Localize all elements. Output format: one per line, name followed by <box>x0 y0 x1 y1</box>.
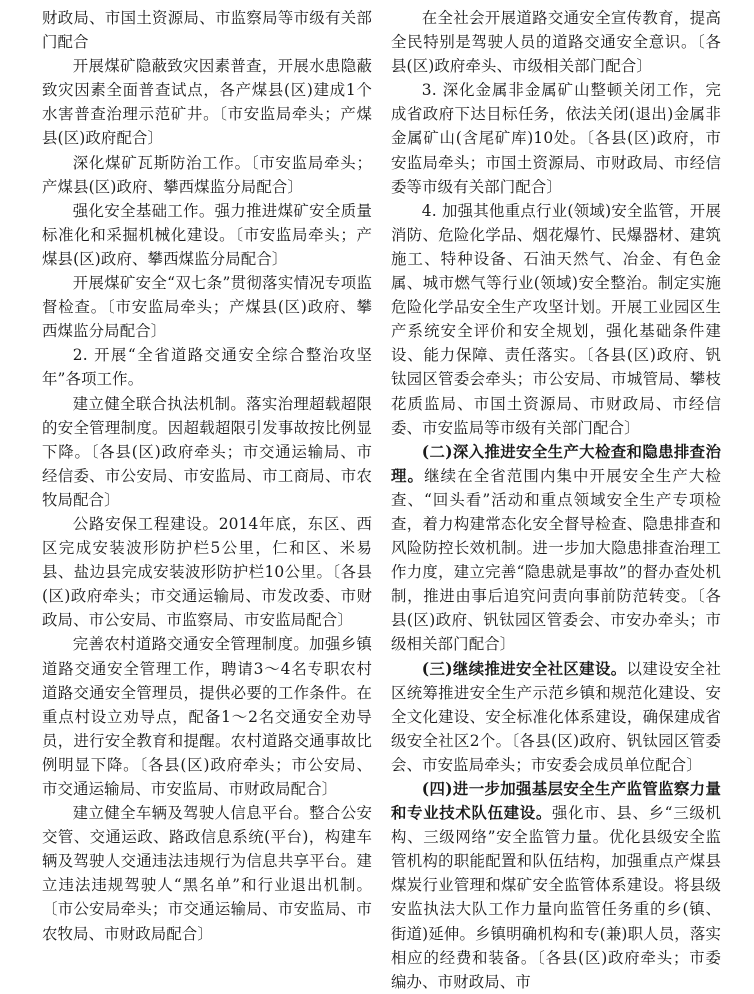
section-heading: (四)进一步加强基层安全生产监管监察力量和专业技术队伍建设。 <box>391 780 721 823</box>
paragraph: 2. 开展“全省道路交通安全综合整治攻坚年”各项工作。 <box>42 346 372 389</box>
paragraph: 财政局、市国土资源局、市监察局等市级有关部门配合 <box>42 9 372 52</box>
paragraph: 深化煤矿瓦斯防治工作。〔市安监局牵头；产煤县(区)政府、攀西煤监分局配合〕 <box>42 153 372 196</box>
paragraph: 4. 加强其他重点行业(领域)安全监管，开展消防、危险化学品、烟花爆竹、民爆器材、建筑施工、特种设备、石油天然气、冶金、有色金属、城市燃气等行业(领域)安全整治。制定实施危险化学品安全生产攻坚计划。开展工业园区生产系统安全评价和安全规划，强化基础条件建设、能力保障、责任落实。〔各县(区)政府、钒钛园区管委会牵头；市公安局、市城管局、攀枝花质监局、市国土资源局、市财政局、市经信委、市安监局等市级有关部门配合〕 <box>391 201 721 437</box>
right-column <box>391 6 721 994</box>
section-body: 以建设安全社区统筹推进安全生产示范乡镇和规范化建设、安全文化建设、安全标准化体系建设，确保建成省级安全社区2个。〔各县(区)政府、钒钛园区管委会、市安监局牵头；市安委会成员单位配合〕 <box>391 659 721 774</box>
left-column <box>42 6 372 946</box>
section-body: 强化市、县、乡“三级机构、三级网络”安全监管力量。优化县级安全监管机构的职能配置和队伍结构，加强重点产煤县煤炭行业管理和煤矿安全监管体系建设。将县级安监执法大队工作力量向监管任务重的乡(镇、街道)延伸。乡镇明确机构和专(兼)职人员，落实相应的经费和装备。〔各县(区)政府牵头；市委编办、市财政局、市 <box>391 804 721 991</box>
section-heading: (二)深入推进安全生产大检查和隐患排查治理。 <box>391 442 721 485</box>
section-heading: (三)继续推进安全社区建设。 <box>421 659 627 678</box>
paragraph: 开展煤矿安全“双七条”贯彻落实情况专项监督检查。〔市安监局牵头；产煤县(区)政府、攀西煤监分局配合〕 <box>42 274 372 341</box>
paragraph: 公路安保工程建设。2014年底，东区、西区完成安装波形防护栏5公里，仁和区、米易县、盐边县完成安装波形防护栏10公里。〔各县(区)政府牵头；市交通运输局、市发改委、市财政局、市公安局、市监察局、市安监局配合〕 <box>42 514 372 630</box>
paragraph: 完善农村道路交通安全管理制度。加强乡镇道路交通安全管理工作，聘请3～4名专职农村道路交通安全管理员，提供必要的工作条件。在重点村设立劝导点，配备1～2名交通安全劝导员，进行安全教育和提醒。农村道路交通事故比例明显下降。〔各县(区)政府牵头；市公安局、市交通运输局、市安监局、市财政局配合〕 <box>42 635 372 798</box>
paragraph: 建立健全车辆及驾驶人信息平台。整合公安交管、交通运政、路政信息系统(平台)，构建车辆及驾驶人交通违法违规行为信息共享平台。建立违法违规驾驶人“黑名单”和行业退出机制。〔市公安局牵头；市交通运输局、市安监局、市农牧局、市财政局配合〕 <box>42 804 372 943</box>
paragraph: 强化安全基础工作。强力推进煤矿安全质量标准化和采掘机械化建设。〔市安监局牵头；产煤县(区)政府、攀西煤监分局配合〕 <box>42 201 372 268</box>
section-paragraph <box>391 777 721 994</box>
paragraph: 在全社会开展道路交通安全宣传教育，提高全民特别是驾驶人员的道路交通安全意识。〔各县(区)政府牵头、市级相关部门配合〕 <box>391 9 721 76</box>
paragraph: 3. 深化金属非金属矿山整顿关闭工作，完成省政府下达目标任务，依法关闭(退出)金属非金属矿山(含尾矿库)10处。〔各县(区)政府，市安监局牵头；市国土资源局、市财政局、市经信委等市级有关部门配合〕 <box>391 81 721 196</box>
paragraph: 建立健全联合执法机制。落实治理超载超限的安全管理制度。因超载超限引发事故按比例显下降。〔各县(区)政府牵头；市交通运输局、市经信委、市公安局、市安监局、市工商局、市农牧局配合〕 <box>42 394 372 509</box>
section-paragraph <box>391 440 721 657</box>
section-paragraph <box>391 657 721 777</box>
paragraph: 开展煤矿隐蔽致灾因素普查，开展水患隐蔽致灾因素全面普查试点，各产煤县(区)建成1个水害普查治理示范矿井。〔市安监局牵头；产煤县(区)政府配合〕 <box>42 57 372 148</box>
section-body: 继续在全省范围内集中开展安全生产大检查、“回头看”活动和重点领域安全生产专项检查，着力构建常态化安全督导检查、隐患排查和风险防控长效机制。进一步加大隐患排查治理工作力度，建立完善“隐患就是事故”的督办查处机制，推进由事后追究问责向事前防范转变。〔各县(区)政府、钒钛园区管委会、市安办牵头；市级相关部门配合〕 <box>391 466 721 654</box>
